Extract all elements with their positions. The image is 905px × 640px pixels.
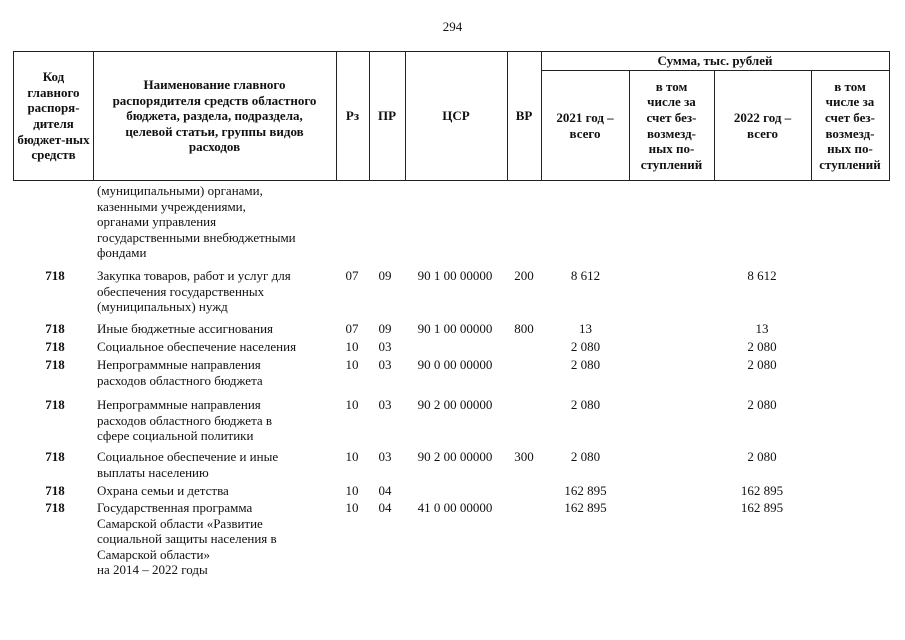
row-7-code: 718 bbox=[45, 483, 65, 498]
row-2-code: 718 bbox=[45, 321, 65, 336]
row-6-rz: 10 bbox=[345, 449, 359, 464]
row-2-sum-2021: 13 bbox=[579, 321, 592, 336]
row-3-pr: 03 bbox=[378, 339, 392, 354]
header-csr: ЦСР bbox=[442, 108, 470, 124]
row-6-csr: 90 2 00 00000 bbox=[417, 449, 493, 464]
row-1-sum-2021: 8 612 bbox=[570, 268, 601, 283]
row-8-sum-2021: 162 895 bbox=[564, 500, 607, 515]
table-header bbox=[13, 51, 890, 181]
row-2-pr: 09 bbox=[378, 321, 392, 336]
continuation-text: (муниципальными) органами, казенными учреждениями, органами управления государственными внебюджетными фондами bbox=[97, 183, 296, 260]
row-3-rz: 10 bbox=[345, 339, 359, 354]
row-2-vr: 800 bbox=[514, 321, 534, 336]
row-5-name: Непрограммные направления расходов областного бюджета в сфере социальной политики bbox=[97, 397, 273, 443]
header-2021-total: 2021 год – всего bbox=[556, 109, 614, 141]
row-4-sum-2021: 2 080 bbox=[570, 357, 601, 372]
row-2-name: Иные бюджетные ассигнования bbox=[97, 321, 274, 336]
row-6-code: 718 bbox=[45, 449, 65, 464]
row-2-sum-2022: 13 bbox=[755, 321, 769, 336]
row-6-vr: 300 bbox=[514, 449, 534, 464]
row-1-code: 718 bbox=[45, 268, 65, 283]
row-1-csr: 90 1 00 00000 bbox=[417, 268, 493, 283]
row-5-csr: 90 2 00 00000 bbox=[417, 397, 493, 412]
row-3-sum-2022: 2 080 bbox=[747, 339, 777, 354]
row-5-code: 718 bbox=[45, 397, 65, 412]
row-8-pr: 04 bbox=[378, 500, 392, 515]
row-7-name: Охрана семьи и детства bbox=[97, 483, 229, 498]
row-4-rz: 10 bbox=[345, 357, 359, 372]
row-7-sum-2021: 162 895 bbox=[564, 483, 607, 498]
row-6-pr: 03 bbox=[378, 449, 392, 464]
row-2-csr: 90 1 00 00000 bbox=[417, 321, 493, 336]
row-1-pr: 09 bbox=[378, 268, 392, 283]
row-1-sum-2022: 8 612 bbox=[747, 268, 777, 283]
row-6-name: Социальное обеспечение и иные выплаты населению bbox=[97, 449, 279, 480]
row-5-pr: 03 bbox=[378, 397, 392, 412]
row-4-sum-2022: 2 080 bbox=[747, 357, 777, 372]
row-7-rz: 10 bbox=[345, 483, 359, 498]
row-3-sum-2021: 2 080 bbox=[570, 339, 601, 354]
row-4-csr: 90 0 00 00000 bbox=[417, 357, 493, 372]
row-1-name: Закупка товаров, работ и услуг для обеспечения государственных (муниципальных) нужд bbox=[97, 268, 291, 314]
row-3-code: 718 bbox=[45, 339, 65, 354]
header-name: Наименование главного распорядителя средств областного бюджета, раздела, подраздела, целевой статьи, группы видов расходов bbox=[112, 77, 317, 155]
header-rz: Рз bbox=[345, 108, 360, 124]
header-vr: ВР bbox=[515, 108, 533, 124]
header-sum: Сумма, тыс. рублей bbox=[657, 53, 773, 69]
row-1-rz: 07 bbox=[345, 268, 359, 283]
row-7-sum-2022: 162 895 bbox=[740, 483, 784, 498]
row-4-name: Непрограммные направления расходов областного бюджета bbox=[97, 357, 263, 388]
row-8-csr: 41 0 00 00000 bbox=[417, 500, 493, 515]
header-code: Код главного распоря-дителя бюджет-ных средств bbox=[17, 69, 90, 163]
row-6-sum-2021: 2 080 bbox=[570, 449, 601, 464]
header-2022-free: в том числе за счет без-возмезд-ных по-ступлений bbox=[819, 78, 881, 172]
row-5-sum-2021: 2 080 bbox=[570, 397, 601, 412]
header-pr: ПР bbox=[377, 108, 397, 124]
header-2022-total: 2022 год – всего bbox=[733, 109, 792, 141]
row-4-pr: 03 bbox=[378, 357, 392, 372]
row-8-sum-2022: 162 895 bbox=[740, 500, 784, 515]
row-5-rz: 10 bbox=[345, 397, 359, 412]
row-3-name: Социальное обеспечение населения bbox=[97, 339, 297, 354]
row-1-vr: 200 bbox=[514, 268, 534, 283]
row-2-rz: 07 bbox=[345, 321, 359, 336]
row-7-pr: 04 bbox=[378, 483, 392, 498]
header-2021-free: в том числе за счет без-возмезд-ных по-ступлений bbox=[640, 78, 703, 172]
page-number: 294 bbox=[442, 19, 463, 34]
row-5-sum-2022: 2 080 bbox=[747, 397, 777, 412]
row-6-sum-2022: 2 080 bbox=[747, 449, 777, 464]
row-8-code: 718 bbox=[45, 500, 65, 515]
row-8-rz: 10 bbox=[345, 500, 359, 515]
row-4-code: 718 bbox=[45, 357, 65, 372]
row-8-name: Государственная программа Самарской области «Развитие социальной защиты населения в Самарской области» на 2014 – 2022 годы bbox=[97, 500, 277, 577]
